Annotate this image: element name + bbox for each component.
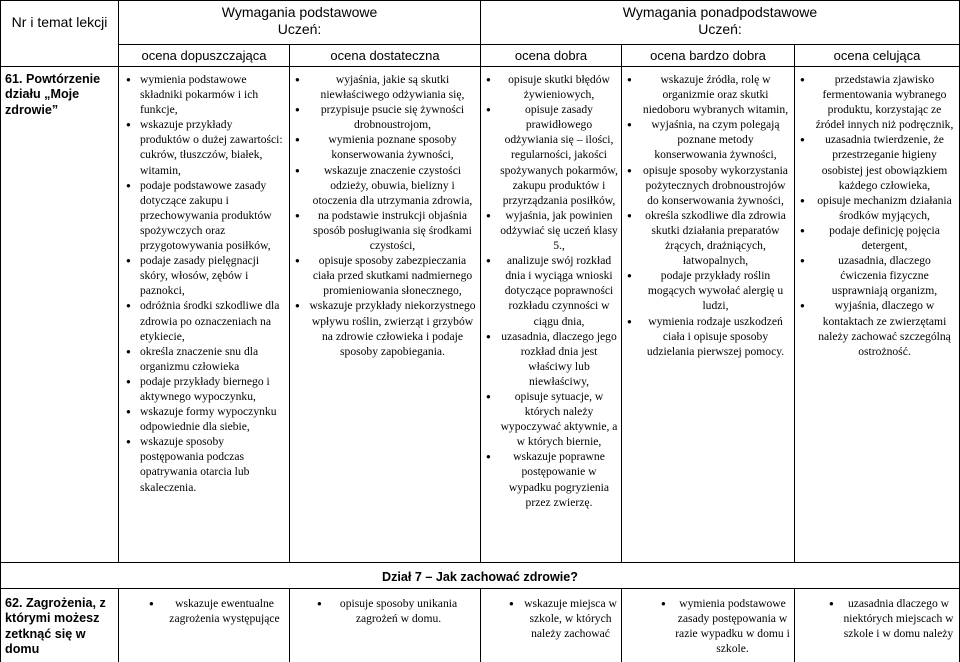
row2-col-bardzo-dobra	[660, 596, 790, 656]
col-divider-1	[289, 588, 290, 662]
row2-col-dopuszczajaca	[148, 596, 286, 626]
list-item: ● opisuje sposoby wykorzystania pożytecznych drobnoustrojów do konserwowania żywności,	[626, 163, 790, 208]
list-item: ● wskazuje przykłady niekorzystnego wpływu roślin, zwierząt i grzybów na zdrowie człowieka i podaje sposoby zapobiegania.	[294, 298, 476, 358]
list-item: ● wyjaśnia, jakie są skutki niewłaściwego odżywiania się,	[294, 72, 476, 102]
list-item: ● wskazuje poprawne postępowanie w wypadku pogryzienia przez zwierzę.	[485, 449, 618, 509]
col-divider-4	[794, 588, 795, 662]
list-item: ● opisuje mechanizm działania środków myjących,	[799, 193, 955, 223]
list-item: ● wskazuje znaczenie czystości odzieży, obuwia, bielizny i otoczenia dla utrzymania zdrowia,	[294, 163, 476, 208]
header-lesson-label: Nr i temat lekcji	[11, 14, 108, 30]
header-lesson-cell	[1, 0, 118, 44]
section-title: Dział 7 – Jak zachować zdrowie?	[382, 570, 578, 584]
list-item: ● odróżnia środki szkodliwe dla zdrowia po oznaczeniach na etykiecie,	[125, 298, 285, 343]
list-item: ● opisuje sposoby zabezpieczania ciała przed skutkami nadmiernego promieniowania słonecznego,	[294, 253, 476, 298]
col-divider-1	[289, 44, 290, 562]
grade-header-3: ocena dobra	[514, 48, 588, 63]
list-item: ● wyjaśnia, dlaczego w kontaktach ze zwierzętami należy zachować szczególną ostrożność.	[799, 298, 955, 358]
list-item: ● określa szkodliwe dla zdrowia skutki działania preparatów żrących, drażniących, łatwopalnych,	[626, 208, 790, 268]
row2-col-celujaca	[828, 596, 954, 641]
requirements-list	[125, 72, 285, 495]
list-item: ● wymienia podstawowe składniki pokarmów i ich funkcje,	[125, 72, 285, 117]
lesson-title-61: 61. Powtórzenie działu „Moje zdrowie”	[5, 72, 101, 117]
row1-col-dostateczna	[294, 72, 476, 359]
extended-requirements-student: Uczeń:	[698, 21, 742, 37]
extended-requirements-title: Wymagania ponadpodstawowe	[622, 4, 818, 20]
list-item: ● wskazuje przykłady produktów o dużej zawartości: cukrów, tłuszczów, białek, witamin,	[125, 117, 285, 177]
header-extended-requirements	[481, 4, 959, 38]
list-item: ● uzasadnia twierdzenie, że przestrzeganie higieny osobistej jest obowiązkiem każdego człowieka,	[799, 132, 955, 192]
requirements-list	[485, 72, 618, 510]
row1-col-bardzo-dobra	[626, 72, 790, 359]
list-item: ● wskazuje źródła, rolę w organizmie oraz skutki niedoboru wybranych witamin,	[626, 72, 790, 117]
row1-col-dobra	[485, 72, 618, 510]
col-divider-basic-extended	[480, 0, 481, 562]
list-item: ● wskazuje sposoby postępowania podczas opatrywania otarcia lub skaleczenia.	[125, 434, 285, 494]
requirements-list	[799, 72, 955, 359]
basic-requirements-student: Uczeń:	[277, 21, 322, 37]
basic-requirements-title: Wymagania podstawowe	[221, 4, 378, 20]
list-item: ● wyjaśnia, jak powinien odżywiać się uczeń klasy 5.,	[485, 208, 618, 253]
list-item: ● wyjaśnia, na czym polegają poznane metody konserwowania żywności,	[626, 117, 790, 162]
grade-header-2: ocena dostateczna	[330, 48, 440, 63]
list-item: ● podaje definicję pojęcia detergent,	[799, 223, 955, 253]
col-divider-3	[621, 588, 622, 662]
list-item: ● określa znaczenie snu dla organizmu człowieka	[125, 344, 285, 374]
requirements-list	[660, 596, 790, 656]
requirements-list	[828, 596, 954, 641]
list-item: ● wymienia rodzaje uszkodzeń ciała i opisuje sposoby udzielania pierwszej pomocy.	[626, 314, 790, 359]
col-divider-3	[621, 44, 622, 562]
lesson-title-62: 62. Zagrożenia, z którymi możesz zetknąć się w domu	[5, 596, 106, 656]
requirements-list	[148, 596, 286, 626]
col-divider-basic-extended	[480, 588, 481, 662]
requirements-list	[294, 72, 476, 359]
list-item: ● na podstawie instrukcji objaśnia sposób posługiwania się środkami czystości,	[294, 208, 476, 253]
list-item: ● przedstawia zjawisko fermentowania wybranego produktu, korzystając ze źródeł innych niż podręcznik,	[799, 72, 955, 132]
row1-bottom-border	[0, 562, 960, 563]
col-divider-lesson	[118, 0, 119, 562]
list-item: ● podaje przykłady biernego i aktywnego wypoczynku,	[125, 374, 285, 404]
row2-col-dobra	[508, 596, 618, 641]
list-item: ● podaje przykłady roślin mogących wywołać alergię u ludzi,	[626, 268, 790, 313]
list-item: ● wskazuje miejsca w szkole, w których należy zachować	[508, 596, 618, 641]
list-item: ● opisuje zasady prawidłowego odżywiania się – ilości, regularności, jakości spożywanych pokarmów, zakupu produktów i przyrządzania posiłków,	[485, 102, 618, 208]
list-item: ● opisuje sytuacje, w których należy wypoczywać aktywnie, a w których biernie,	[485, 389, 618, 449]
requirements-list	[508, 596, 618, 641]
row1-col-dopuszczajaca	[125, 72, 285, 495]
list-item: ● opisuje skutki błędów żywieniowych,	[485, 72, 618, 102]
list-item: ● wskazuje ewentualne zagrożenia występujące	[148, 596, 286, 626]
col-divider-lesson	[118, 588, 119, 662]
grade-header-5: ocena celująca	[833, 48, 921, 63]
list-item: ● opisuje sposoby unikania zagrożeń w domu.	[316, 596, 466, 626]
list-item: ● analizuje swój rozkład dnia i wyciąga wnioski dotyczące poprawności rozkładu czynności w ciągu dnia,	[485, 253, 618, 328]
row1-col-celujaca	[799, 72, 955, 359]
list-item: ● wymienia podstawowe zasady postępowania w razie wypadku w domu i szkole.	[660, 596, 790, 656]
grade-header-4: ocena bardzo dobra	[650, 48, 766, 63]
col-divider-4	[794, 44, 795, 562]
row2-col-dostateczna	[316, 596, 466, 626]
header-divider	[118, 44, 960, 45]
list-item: ● podaje podstawowe zasady dotyczące zakupu i przechowywania produktów spożywczych oraz przygotowywania posiłków,	[125, 178, 285, 253]
list-item: ● wymienia poznane sposoby konserwowania żywności,	[294, 132, 476, 162]
list-item: ● przypisuje psucie się żywności drobnoustrojom,	[294, 102, 476, 132]
requirements-list	[626, 72, 790, 359]
list-item: ● wskazuje formy wypoczynku odpowiednie dla siebie,	[125, 404, 285, 434]
list-item: ● uzasadnia, dlaczego jego rozkład dnia jest właściwy lub niewłaściwy,	[485, 329, 618, 389]
header-basic-requirements	[119, 4, 480, 38]
list-item: ● uzasadnia, dlaczego ćwiczenia fizyczne usprawniają organizm,	[799, 253, 955, 298]
list-item: ● podaje zasady pielęgnacji skóry, włosów, zębów i paznokci,	[125, 253, 285, 298]
table-border-left	[0, 0, 1, 662]
requirements-list	[316, 596, 466, 626]
list-item: ● uzasadnia dlaczego w niektórych miejscach w szkole i w domu należy	[828, 596, 954, 641]
grade-header-1: ocena dopuszczająca	[141, 48, 267, 63]
